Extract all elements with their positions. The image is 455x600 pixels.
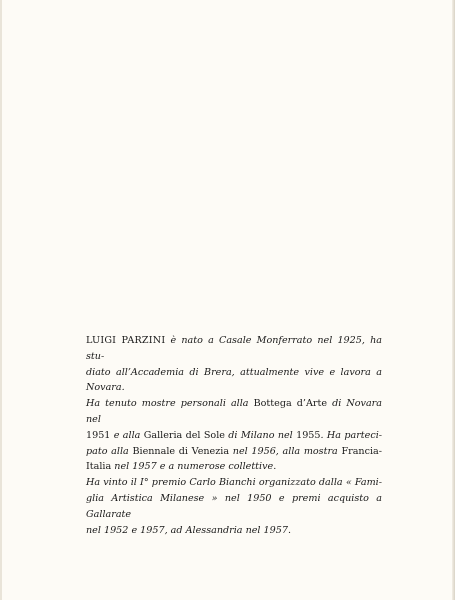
text-line <box>86 428 382 444</box>
text-line <box>86 523 382 539</box>
text-run: Ha tenuto mostre personali alla <box>86 398 254 410</box>
text-run: nel 1956, alla mostra <box>229 445 342 457</box>
text-run: pato alla <box>86 445 133 457</box>
text-run: Biennale di Venezia <box>132 445 230 457</box>
text-line <box>86 396 382 428</box>
text-run: Francia- <box>341 445 383 457</box>
biography-paragraph-exhibitions <box>86 396 382 475</box>
artist-biography <box>86 333 382 538</box>
text-line <box>86 444 382 460</box>
text-run: . Ha parteci- <box>320 429 382 441</box>
text-line <box>86 333 382 365</box>
text-run: Ha vinto il I° premio Carlo Bianchi organizzato dalla « Fami- <box>86 477 382 489</box>
text-run: è nato a Casale Monferrato nel 1925, ha stu- <box>86 335 382 362</box>
text-run: nel 1952 e 1957, ad Alessandria nel 1957. <box>86 524 292 536</box>
text-run: di Milano nel <box>224 429 297 441</box>
biography-paragraph-birth <box>86 333 382 396</box>
text-run: Bottega d’Arte <box>253 398 327 410</box>
biography-paragraph-awards <box>86 475 382 538</box>
text-line <box>86 475 382 491</box>
text-run: nel 1957 e a numerose collettive. <box>111 461 277 473</box>
text-run: diato all’Accademia di Brera, attualmente vive e lavora a <box>86 366 382 378</box>
text-run: e alla <box>110 429 144 441</box>
text-run: Novara. <box>86 382 125 394</box>
text-line <box>86 491 382 523</box>
artist-name: LUIGI PARZINI <box>86 335 166 346</box>
text-line <box>86 380 382 396</box>
text-run: 1951 <box>86 429 111 441</box>
text-run: Italia <box>86 461 112 473</box>
text-run: 1955 <box>296 429 321 441</box>
text-line <box>86 459 382 475</box>
text-run: di Novara nel <box>86 398 382 425</box>
text-run: glia Artistica Milanese » nel 1950 e premi acquisto a Gallarate <box>86 492 382 520</box>
text-line <box>86 365 382 381</box>
text-run: Galleria del Sole <box>143 429 225 441</box>
